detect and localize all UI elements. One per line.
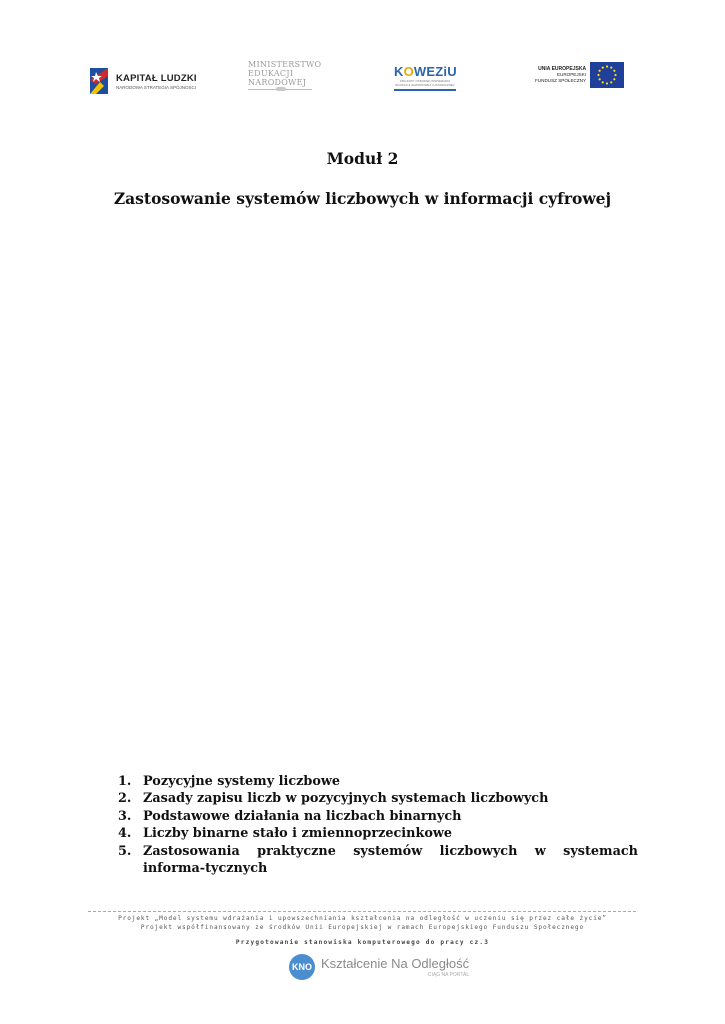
kno-emblem-icon: KNO bbox=[289, 954, 315, 980]
toc-item bbox=[118, 773, 638, 790]
ue-line2: EUROPEJSKI bbox=[556, 72, 587, 77]
kowezu-subtitle: KRAJOWY OŚRODEK WSPIERANIA EDUKACJI ZAWODOWEJ I USTAWICZNEJ bbox=[395, 79, 455, 87]
logo-bar bbox=[88, 60, 636, 104]
ministerstwo-line1: MINISTERSTWO bbox=[248, 60, 322, 69]
toc-item bbox=[118, 808, 638, 825]
unia-europejska-logo bbox=[535, 62, 624, 88]
kapital-ludzki-emblem-icon bbox=[88, 66, 110, 96]
kowezu-sun-icon: O bbox=[403, 64, 414, 79]
eu-star-icon bbox=[602, 67, 604, 69]
ministerstwo-rule bbox=[248, 89, 312, 90]
kowezu-logo bbox=[394, 64, 457, 91]
toc-item-number: 4. bbox=[118, 826, 132, 842]
ue-line1: UNIA EUROPEJSKA bbox=[538, 66, 587, 72]
eu-star-icon bbox=[613, 78, 615, 80]
eu-star-icon bbox=[602, 81, 604, 83]
ministerstwo-line3: NARODOWEJ bbox=[248, 78, 307, 87]
eu-star-icon bbox=[597, 74, 599, 76]
table-of-contents bbox=[118, 773, 638, 877]
toc-item-text: Zastosowania praktyczne systemów liczbowych w systemach informa-tycznych bbox=[143, 843, 638, 877]
footer-divider bbox=[88, 911, 636, 912]
eu-star-icon bbox=[599, 78, 601, 80]
ministerstwo-emblem-icon bbox=[276, 87, 286, 91]
eu-star-icon bbox=[606, 82, 608, 84]
toc-item-text: Pozycyjne systemy liczbowe bbox=[143, 774, 341, 789]
page-title: Zastosowanie systemów liczbowych w informacji cyfrowej bbox=[113, 189, 612, 208]
kapital-ludzki-subtitle: NARODOWA STRATEGIA SPÓJNOŚCI bbox=[116, 84, 197, 90]
toc-item-number: 5. bbox=[118, 843, 132, 859]
toc-item-number: 2. bbox=[118, 791, 132, 807]
eu-flag-icon bbox=[590, 62, 624, 88]
kapital-ludzki-logo bbox=[88, 66, 197, 96]
eu-star-icon bbox=[610, 67, 612, 69]
eu-star-icon bbox=[613, 70, 615, 72]
ue-line3: FUNDUSZ SPOŁECZNY bbox=[535, 78, 587, 83]
eu-star-icon bbox=[606, 65, 608, 67]
toc-item-text: Liczby binarne stało i zmiennoprzecinkowe bbox=[143, 826, 453, 842]
kno-title: Kształcenie Na Odległość bbox=[321, 956, 470, 971]
kno-logo bbox=[289, 954, 469, 980]
toc-item bbox=[118, 825, 638, 842]
footer-project-line: Projekt „Model systemu wdrażania i upowszechniania kształcenia na odległość w uczeniu się przez całe życie” bbox=[118, 915, 607, 922]
toc-item-number: 3. bbox=[118, 808, 132, 824]
kno-subtitle: CIĄG NA PORTAL bbox=[427, 972, 470, 978]
toc-item bbox=[118, 843, 638, 878]
toc-item-text: Podstawowe działania na liczbach binarnych bbox=[143, 808, 462, 824]
kapital-ludzki-title: KAPITAŁ LUDZKI bbox=[116, 72, 197, 84]
module-heading: Moduł 2 bbox=[326, 149, 399, 168]
ministerstwo-logo bbox=[248, 60, 321, 90]
kowezu-wordmark: KOWEZiU bbox=[394, 64, 457, 79]
footer-course-line: Przygotowanie stanowiska komputerowego do pracy cz.3 bbox=[235, 939, 490, 946]
toc-item-text: Zasady zapisu liczb w pozycyjnych systemach liczbowych bbox=[143, 791, 549, 807]
toc-item-number: 1. bbox=[118, 774, 132, 789]
kowezu-bar bbox=[394, 89, 456, 91]
footer-funding-line: Projekt współfinansowany ze środków Unii Europejskiej w ramach Europejskiego Funduszu Społecznego bbox=[140, 924, 585, 931]
eu-star-icon bbox=[614, 74, 616, 76]
toc-item bbox=[118, 790, 638, 807]
eu-star-icon bbox=[610, 81, 612, 83]
ministerstwo-line2: EDUKACJI bbox=[248, 69, 294, 78]
eu-star-icon bbox=[599, 70, 601, 72]
